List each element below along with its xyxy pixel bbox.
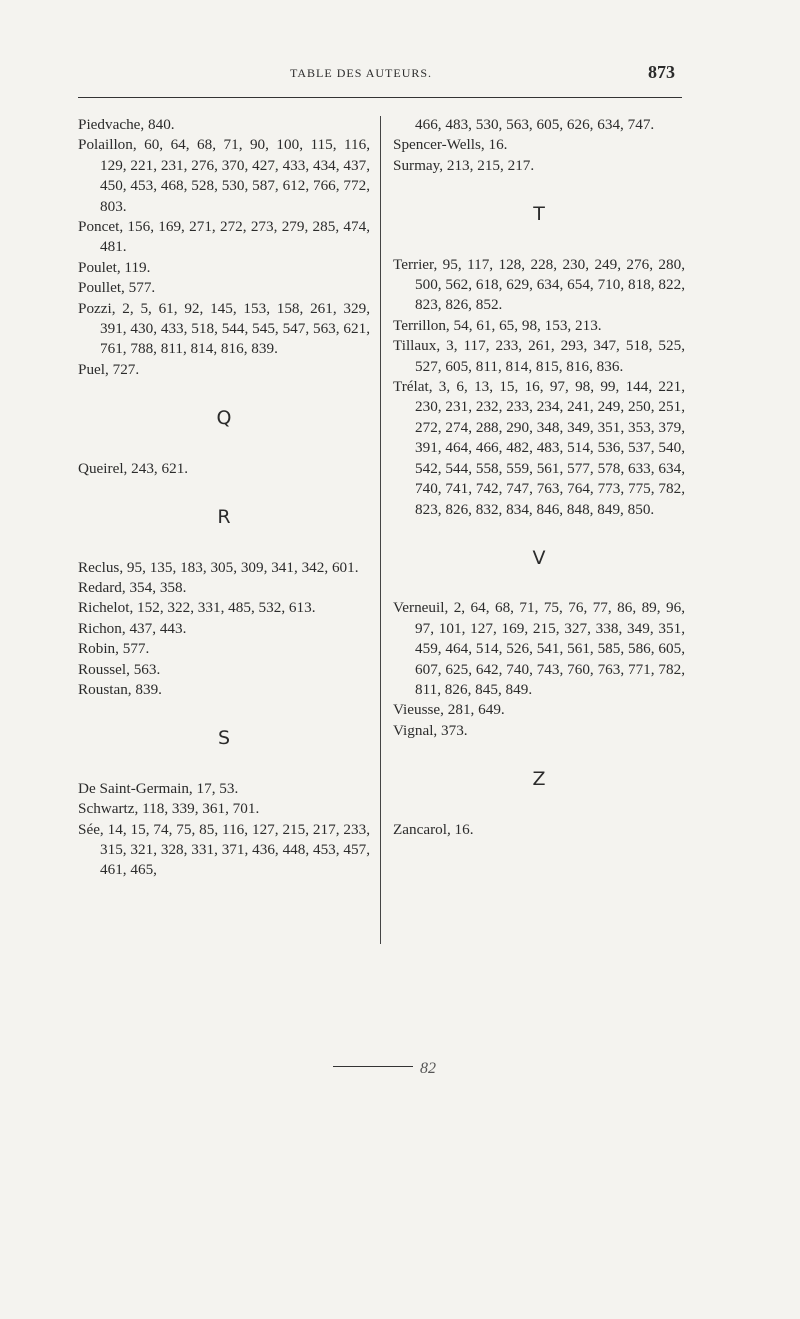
index-entry: Robin, 577. <box>78 640 150 658</box>
header-rule <box>78 97 682 98</box>
index-entry: Sée, 14, 15, 74, 75, 85, 116, 127, 215, 217, 233, 315, 321, 328, 331, 371, 436, 448, 453, 457, 461, 465, <box>78 820 370 879</box>
index-entry: Richon, 437, 443. <box>78 619 187 637</box>
index-entry: Vieusse, 281, 649. <box>393 701 505 719</box>
index-entry: Roussel, 563. <box>78 660 161 678</box>
handwritten-note: 82 <box>420 1060 436 1077</box>
index-entry: Zancarol, 16. <box>393 820 474 838</box>
section-letter: T <box>533 203 545 226</box>
index-entry: Terrier, 95, 117, 128, 228, 230, 249, 276, 280, 500, 562, 618, 629, 634, 654, 710, 818, 822, 823, 826, 852. <box>393 255 685 314</box>
index-entry: Queirel, 243, 621. <box>78 459 189 477</box>
left-column <box>78 115 370 881</box>
section-letter: R <box>217 506 231 529</box>
section-letter: V <box>532 546 546 569</box>
index-entry: Puel, 727. <box>78 360 140 378</box>
index-entry: Roustan, 839. <box>78 680 162 698</box>
index-entry: Richelot, 152, 322, 331, 485, 532, 613. <box>78 599 316 617</box>
index-entry: Poulet, 119. <box>78 258 151 276</box>
right-column <box>393 115 685 840</box>
section-letter: Q <box>216 407 232 430</box>
column-divider <box>380 116 381 944</box>
index-entry: Spencer-Wells, 16. <box>393 136 508 154</box>
index-entry: Piedvache, 840. <box>78 116 175 133</box>
index-entry: Polaillon, 60, 64, 68, 71, 90, 100, 115, 116, 129, 221, 231, 276, 370, 427, 433, 434, 437, 450, 453, 468, 528, 530, 587, 612, 766, 772, 803. <box>78 136 370 215</box>
index-entry: Poncet, 156, 169, 271, 272, 273, 279, 285, 474, 481. <box>78 218 370 256</box>
index-entry: Trélat, 3, 6, 13, 15, 16, 97, 98, 99, 144, 221, 230, 231, 232, 233, 234, 241, 249, 250, 251, 272, 274, 288, 290, 348, 349, 351, 353, 379, 391, 464, 466, 482, 483, 514, 536, 537, 540, 542, 544, 558, 559, 561, 577, 578, 633, 634, 740, 741, 742, 747, 763, 764, 773, 775, 782, 823, 826, 832, 834, 846, 848, 849, 850. <box>393 378 685 518</box>
footer-rule <box>333 1066 413 1067</box>
index-entry-continuation: 466, 483, 530, 563, 605, 626, 634, 747. <box>415 116 655 133</box>
index-entry: Pozzi, 2, 5, 61, 92, 145, 153, 158, 261, 329, 391, 430, 433, 518, 544, 545, 547, 563, 621, 761, 788, 811, 814, 816, 839. <box>78 299 370 358</box>
index-entry: De Saint-Germain, 17, 53. <box>78 779 239 797</box>
index-entry: Reclus, 95, 135, 183, 305, 309, 341, 342, 601. <box>78 558 359 576</box>
section-letter: Z <box>532 768 546 791</box>
page-number: 873 <box>648 62 675 82</box>
index-entry: Verneuil, 2, 64, 68, 71, 75, 76, 77, 86, 89, 96, 97, 101, 127, 169, 215, 327, 338, 349, 351, 459, 464, 514, 526, 541, 561, 585, 586, 605, 607, 625, 642, 740, 743, 760, 763, 771, 782, 811, 826, 845, 849. <box>393 599 685 698</box>
index-entry: Poullet, 577. <box>78 279 156 297</box>
index-entry: Tillaux, 3, 117, 233, 261, 293, 347, 518, 525, 527, 605, 811, 814, 815, 816, 836. <box>393 337 685 375</box>
running-header-title: TABLE DES AUTEURS. <box>290 66 433 80</box>
index-entry: Redard, 354, 358. <box>78 578 187 596</box>
index-entry: Schwartz, 118, 339, 361, 701. <box>78 800 260 818</box>
index-entry: Vignal, 373. <box>393 721 468 739</box>
index-entry: Surmay, 213, 215, 217. <box>393 156 535 174</box>
index-entry: Terrillon, 54, 61, 65, 98, 153, 213. <box>393 316 602 334</box>
section-letter: S <box>217 727 231 750</box>
